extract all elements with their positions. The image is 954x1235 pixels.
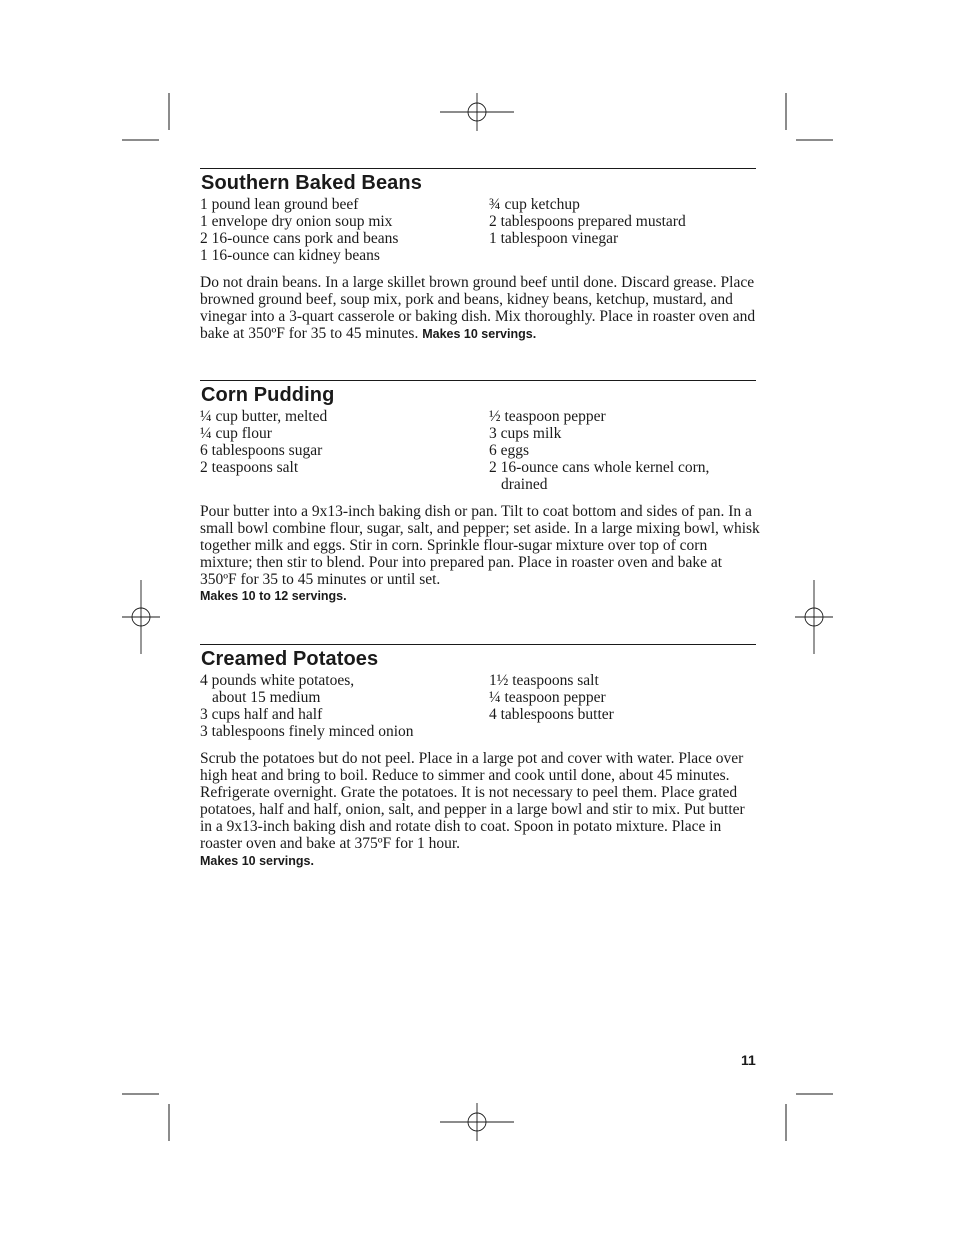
ingredient-item: 2 tablespoons prepared mustard xyxy=(489,213,686,230)
ingredient-item: 6 tablespoons sugar xyxy=(200,442,323,459)
ingredient-item: ¼ teaspoon pepper xyxy=(489,689,606,706)
ingredients-right-column xyxy=(489,408,756,493)
directions-text: Pour butter into a 9x13-inch baking dish or pan. Tilt to coat bottom and sides of pan. In a small bowl combine flour, sugar, salt, and pepper; set aside. In a large mixing bowl, whisk together milk and eggs. Stir in corn. Sprinkle flour-sugar mixture over top of corn mixture; then stir to blend. Pour into prepared pan. Place in roaster oven and bake at 350ºF for 35 to 45 minutes or until set. xyxy=(200,503,760,589)
recipe-corn-pudding xyxy=(200,380,760,621)
ingredient-list xyxy=(200,672,756,740)
recipe-directions xyxy=(200,274,760,343)
ingredient-item: 4 tablespoons butter xyxy=(489,706,614,723)
ingredient-item: 3 cups milk xyxy=(489,425,562,442)
ingredients-right-column xyxy=(489,196,756,264)
ingredient-item: ¾ cup ketchup xyxy=(489,196,580,213)
ingredients-left-column xyxy=(200,408,489,493)
ingredient-list xyxy=(200,408,756,493)
ingredient-item-continued: drained xyxy=(501,476,548,493)
recipe-title: Creamed Potatoes xyxy=(201,648,379,670)
section-rule xyxy=(200,168,756,169)
servings-note: Makes 10 to 12 servings. xyxy=(200,589,347,604)
recipe-title: Southern Baked Beans xyxy=(201,172,422,194)
section-rule xyxy=(200,380,756,381)
section-rule xyxy=(200,644,756,645)
ingredient-item: 6 eggs xyxy=(489,442,530,459)
servings-note: Makes 10 servings. xyxy=(422,327,537,342)
recipe-directions xyxy=(200,750,760,870)
ingredient-item: 4 pounds white potatoes, xyxy=(200,672,355,689)
ingredient-item: 2 16-ounce cans pork and beans xyxy=(200,230,399,247)
ingredient-item: ½ teaspoon pepper xyxy=(489,408,606,425)
ingredient-item: 3 tablespoons finely minced onion xyxy=(200,723,414,740)
directions-text: Scrub the potatoes but do not peel. Place in a large pot and cover with water. Place over high heat and bring to boil. Reduce to simmer and cook until done, about 45 minutes. Refrigerate overnight. Grate the potatoes. It is not necessary to peel them. Place grated potatoes, half and half, onion, salt, and pepper in a large bowl and stir to mix. Put butter in a 9x13-inch baking dish and rotate dish to coat. Spoon in potato mixture. Place in roaster oven and bake at 375ºF for 1 hour. xyxy=(200,750,745,853)
directions-text: Do not drain beans. In a large skillet brown ground beef until done. Discard grease. Place browned ground beef, soup mix, pork and beans, kidney beans, ketchup, mustard, and vinegar into a 3-quart casserole or baking dish. Mix thoroughly. Place in roaster oven and bake at 350ºF for 35 to 45 minutes. xyxy=(200,274,756,343)
recipe-directions xyxy=(200,503,760,605)
ingredient-item: 1 envelope dry onion soup mix xyxy=(200,213,393,230)
page-number: 11 xyxy=(741,1052,756,1068)
servings-note: Makes 10 servings. xyxy=(200,853,314,868)
ingredient-item: 1½ teaspoons salt xyxy=(489,672,599,689)
ingredient-item: ¼ cup butter, melted xyxy=(200,408,328,425)
recipe-title: Corn Pudding xyxy=(201,384,335,406)
ingredient-item: 2 16-ounce cans whole kernel corn, xyxy=(489,459,710,476)
ingredient-item-continued: about 15 medium xyxy=(212,689,321,706)
recipe-southern-baked-beans xyxy=(200,168,756,359)
ingredients-right-column xyxy=(489,672,756,740)
ingredient-item: 2 teaspoons salt xyxy=(200,459,299,476)
ingredient-item: 1 tablespoon vinegar xyxy=(489,230,619,247)
ingredient-item: 1 16-ounce can kidney beans xyxy=(200,247,380,264)
ingredient-list xyxy=(200,196,756,264)
ingredients-left-column xyxy=(200,196,489,264)
ingredients-left-column xyxy=(200,672,489,740)
recipe-creamed-potatoes xyxy=(200,644,756,885)
ingredient-item: 3 cups half and half xyxy=(200,706,323,723)
ingredient-item: 1 pound lean ground beef xyxy=(200,196,359,213)
ingredient-item: ¼ cup flour xyxy=(200,425,272,442)
